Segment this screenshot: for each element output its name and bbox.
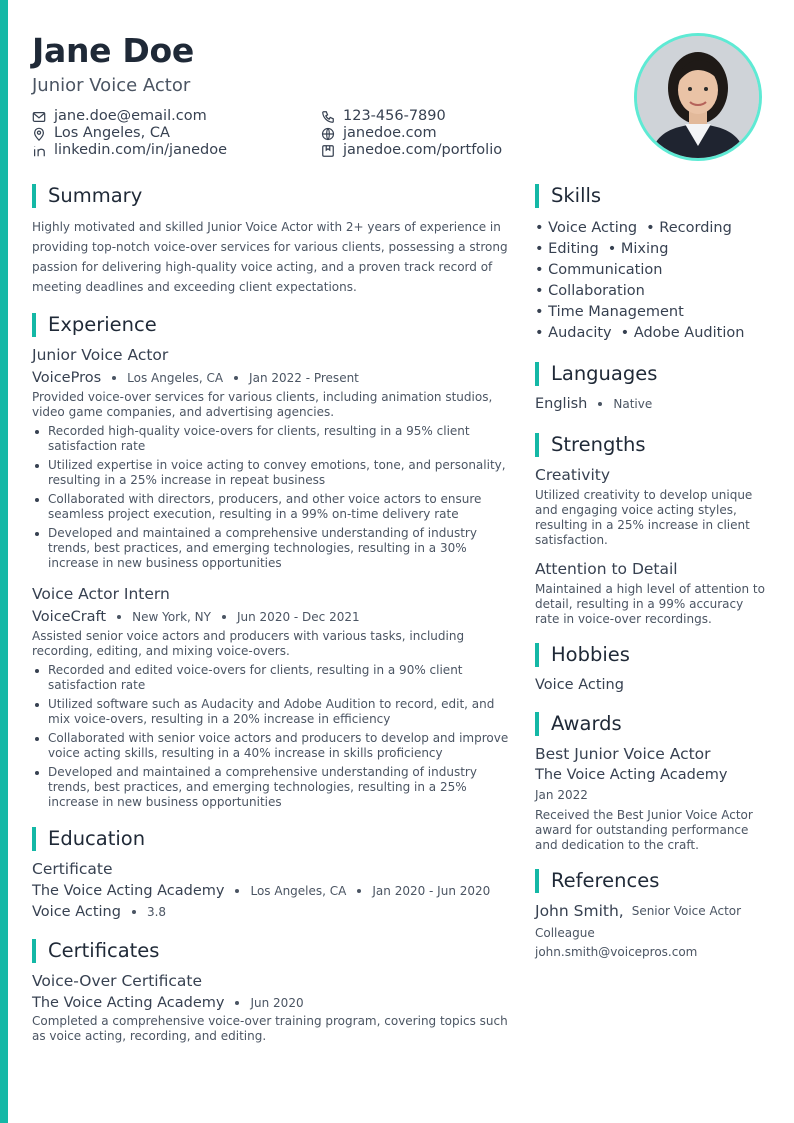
award-issuer: The Voice Acting Academy [535, 767, 728, 783]
job-bullet: Utilized software such as Audacity and Adobe Audition to record, edit, and mix voice-overs, resulting in a 20% increase in efficiency [32, 697, 510, 727]
job-entry [32, 344, 510, 571]
profile-photo [634, 33, 762, 161]
awards-heading: Awards [535, 711, 770, 737]
languages-heading: Languages [535, 361, 770, 387]
contact-linkedin-text: linkedin.com/in/janedoe [54, 142, 228, 158]
job-bullet: Utilized expertise in voice acting to convey emotions, tone, and personality, resulting in a 25% increase in repeat business [32, 458, 510, 488]
summary-text: Highly motivated and skilled Junior Voice Actor with 2+ years of experience in providing top-notch voice-over services for various clients, possessing a strong passion for delivering high-quality voice acting, and a proven track record of meeting deadlines and exceeding client expectations. [32, 220, 508, 294]
reference-relation: Colleague [535, 926, 595, 940]
skills-section [535, 183, 770, 344]
skill-item: • Mixing [607, 241, 669, 257]
job-company: VoicePros [32, 370, 102, 386]
job-meta [32, 607, 510, 627]
language-item [535, 394, 770, 414]
job-title: Junior Voice Actor [32, 346, 169, 364]
contact-email-text: jane.doe@email.com [54, 108, 207, 124]
phone-icon [321, 110, 335, 124]
strength-title: Creativity [535, 466, 611, 484]
references-section [535, 868, 770, 960]
education-field: Voice Acting [32, 904, 121, 920]
hobby-item: Voice Acting [535, 677, 624, 693]
education-dates: Jan 2020 - Jun 2020 [372, 884, 491, 898]
job-company: VoiceCraft [32, 609, 107, 625]
contact-portfolio[interactable] [321, 142, 502, 159]
side-column [535, 183, 770, 960]
award-issuer-row [535, 765, 770, 785]
contact-linkedin[interactable] [32, 142, 227, 159]
job-bullets [32, 663, 510, 810]
skill-item: • Editing [535, 241, 599, 257]
accent-bar [0, 0, 8, 1123]
candidate-role: Junior Voice Actor [32, 75, 191, 96]
linkedin-icon [32, 144, 46, 158]
separator-dot [357, 889, 361, 893]
contact-website[interactable] [321, 125, 437, 142]
awards-section [535, 711, 770, 853]
contact-phone-text: 123-456-7890 [343, 108, 446, 124]
summary-heading: Summary [32, 183, 510, 209]
contact-website-text: janedoe.com [343, 125, 437, 141]
job-entry [32, 583, 510, 810]
profile-photo-image [637, 36, 759, 158]
job-title: Voice Actor Intern [32, 585, 170, 603]
certificate-description: Completed a comprehensive voice-over training program, covering topics such as voice acting, recording, and editing. [32, 1014, 508, 1043]
languages-section [535, 361, 770, 414]
separator-dot [598, 402, 602, 406]
contact-phone[interactable] [321, 108, 446, 125]
summary-section [32, 183, 510, 297]
contact-location-text: Los Angeles, CA [54, 125, 170, 141]
certificates-section [32, 938, 510, 1044]
job-location: New York, NY [132, 610, 211, 624]
portfolio-icon [321, 144, 335, 158]
education-meta [32, 881, 510, 901]
email-icon [32, 110, 46, 124]
job-description: Provided voice-over services for various clients, including animation studios, video game companies, and advertising agencies. [32, 390, 493, 419]
strengths-heading: Strengths [535, 432, 770, 458]
job-meta [32, 368, 510, 388]
education-location: Los Angeles, CA [250, 884, 347, 898]
reference-name: John Smith, [535, 902, 624, 920]
contact-portfolio-text: janedoe.com/portfolio [343, 142, 503, 158]
education-degree: Certificate [32, 860, 113, 878]
education-heading: Education [32, 826, 510, 852]
language-name: English [535, 396, 588, 412]
candidate-name: Jane Doe [32, 31, 194, 70]
education-section [32, 826, 510, 922]
award-description: Received the Best Junior Voice Actor award for outstanding performance and dedication to the craft. [535, 808, 753, 852]
job-bullet: Developed and maintained a comprehensive understanding of industry trends, best practices, and emerging technologies, resulting in a 30% increase in new business opportunities [32, 526, 510, 571]
job-dates: Jan 2022 - Present [249, 371, 359, 385]
separator-dot [235, 1001, 239, 1005]
separator-dot [235, 889, 239, 893]
separator-dot [234, 376, 238, 380]
reference-name-row [535, 900, 770, 922]
location-pin-icon [32, 127, 46, 141]
skill-item: • Voice Acting [535, 220, 638, 236]
job-bullet: Collaborated with directors, producers, and other voice actors to ensure seamless project execution, resulting in a 99% on-time delivery rate [32, 492, 510, 522]
certificate-name: Voice-Over Certificate [32, 972, 202, 990]
education-field-meta [32, 902, 510, 922]
contact-location [32, 125, 170, 142]
contact-email[interactable] [32, 108, 207, 125]
separator-dot [112, 376, 116, 380]
certificate-meta [32, 993, 510, 1013]
strength-text: Utilized creativity to develop unique and engaging voice acting styles, resulting in a 25% increase in client satisfaction. [535, 488, 753, 547]
language-level: Native [613, 397, 653, 411]
strength-text: Maintained a high level of attention to detail, resulting in a 99% accuracy rate in voice-over recordings. [535, 582, 765, 626]
hobbies-heading: Hobbies [535, 642, 770, 668]
skill-item: • Collaboration [535, 283, 645, 299]
reference-position: Senior Voice Actor [631, 904, 742, 918]
separator-dot [222, 615, 226, 619]
strengths-section [535, 432, 770, 627]
job-bullet: Developed and maintained a comprehensive understanding of industry trends, best practices, and emerging technologies, resulting in a 25% increase in new business opportunities [32, 765, 510, 810]
certificate-issuer: The Voice Acting Academy [32, 995, 225, 1011]
skill-item: • Time Management [535, 304, 684, 320]
job-bullet: Collaborated with senior voice actors and producers to develop and improve voice acting skills, resulting in a 40% increase in skills proficiency [32, 731, 510, 761]
job-description: Assisted senior voice actors and producers with various tasks, including recording, editing, and mixing voice-overs. [32, 629, 465, 658]
education-school: The Voice Acting Academy [32, 883, 225, 899]
job-bullets [32, 424, 510, 571]
references-heading: References [535, 868, 770, 894]
skill-item: • Audacity [535, 325, 612, 341]
education-gpa: 3.8 [146, 905, 167, 919]
experience-heading: Experience [32, 312, 510, 338]
job-location: Los Angeles, CA [127, 371, 224, 385]
skill-item: • Adobe Audition [620, 325, 745, 341]
main-column [32, 183, 510, 1044]
hobbies-section [535, 642, 770, 695]
skills-list [535, 218, 770, 344]
reference-email[interactable]: john.smith@voicepros.com [535, 945, 698, 959]
award-name: Best Junior Voice Actor [535, 745, 711, 763]
globe-icon [321, 127, 335, 141]
job-bullet: Recorded high-quality voice-overs for clients, resulting in a 95% client satisfaction rate [32, 424, 510, 454]
skill-item: • Recording [646, 220, 732, 236]
job-bullet: Recorded and edited voice-overs for clients, resulting in a 90% client satisfaction rate [32, 663, 510, 693]
hobby-list [535, 675, 770, 695]
job-dates: Jun 2020 - Dec 2021 [236, 610, 360, 624]
separator-dot [117, 615, 121, 619]
separator-dot [132, 910, 136, 914]
award-date: Jan 2022 [535, 788, 588, 802]
strength-title: Attention to Detail [535, 560, 678, 578]
resume-header [32, 30, 592, 158]
skills-heading: Skills [535, 183, 770, 209]
skill-item: • Communication [535, 262, 663, 278]
certificate-date: Jun 2020 [250, 996, 304, 1010]
experience-section [32, 312, 510, 810]
certificates-heading: Certificates [32, 938, 510, 964]
